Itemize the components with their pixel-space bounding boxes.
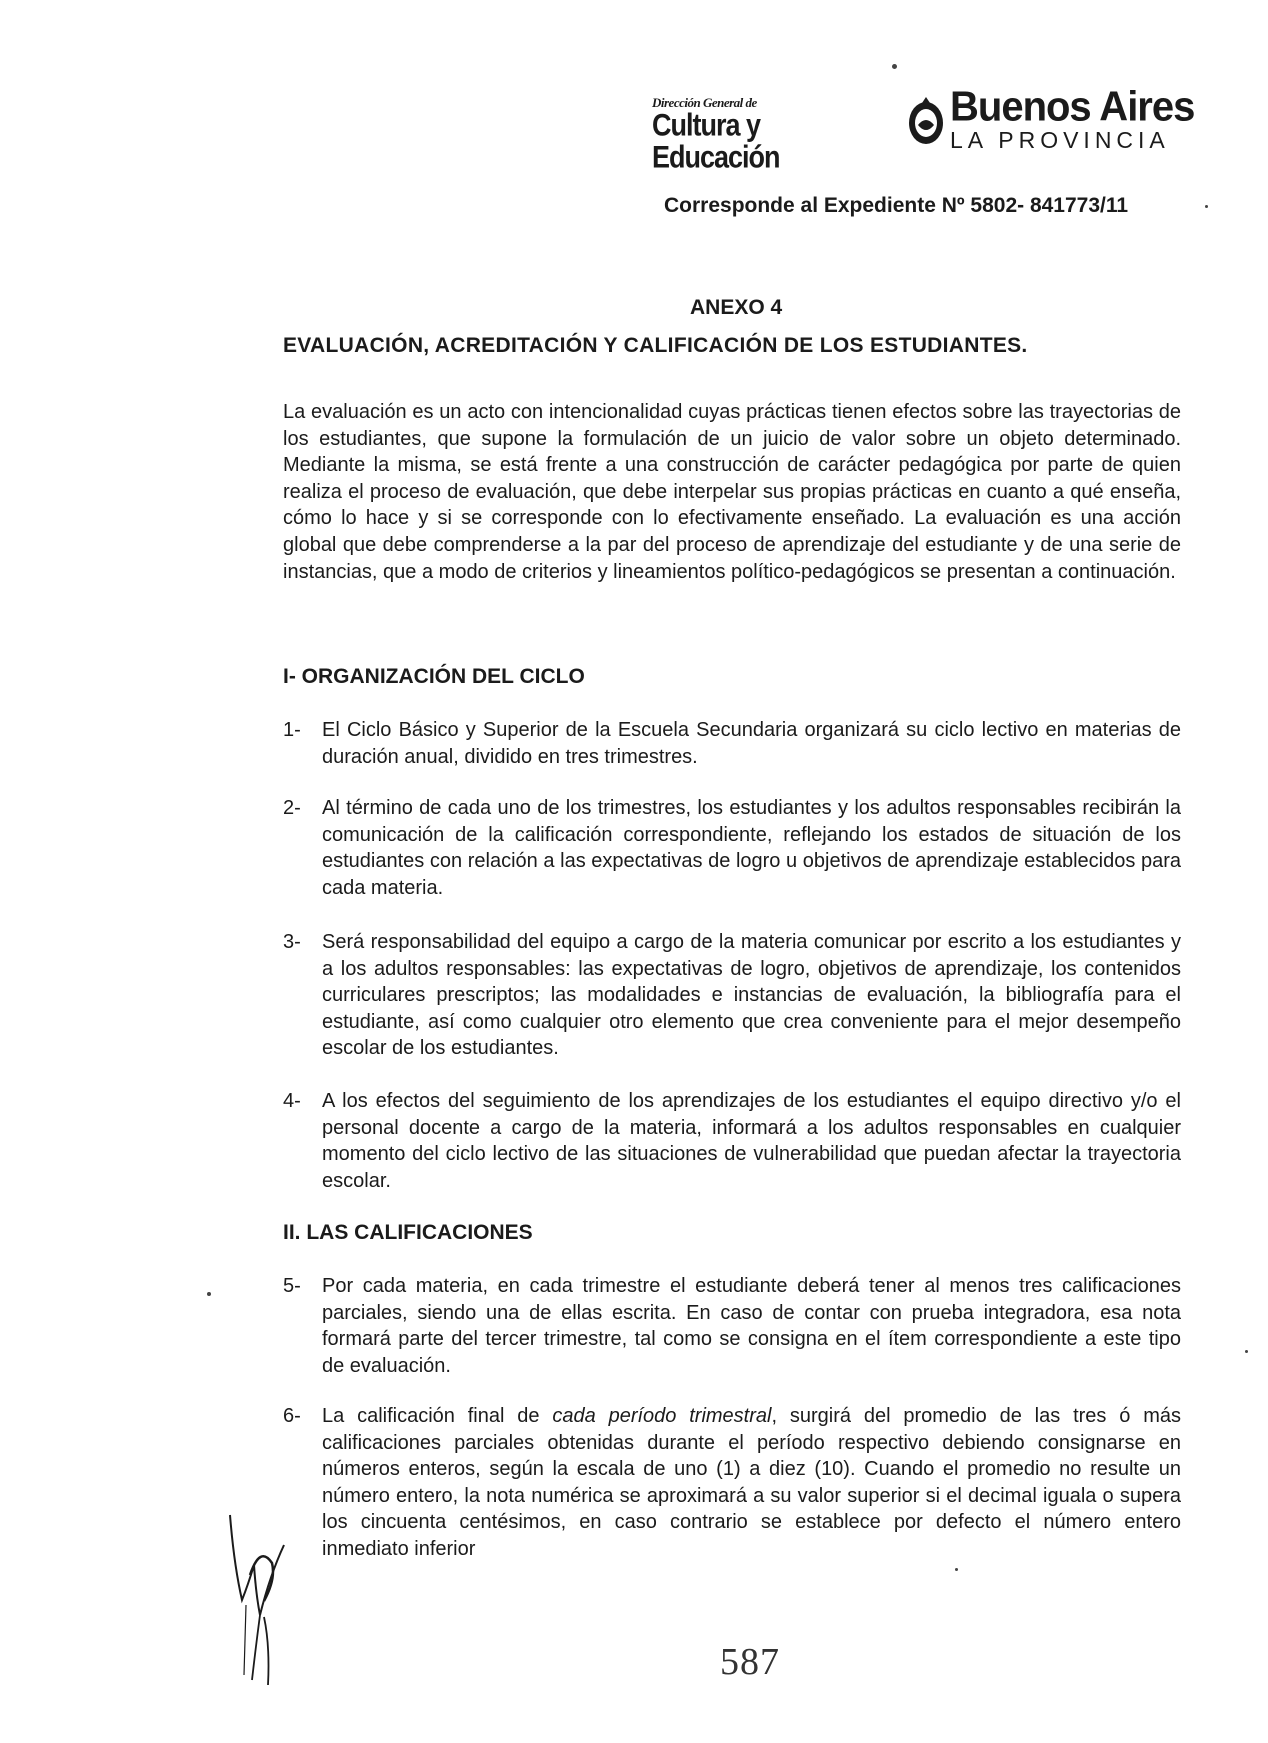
province-logo-sub: LA PROVINCIA: [950, 127, 1170, 153]
scan-speck: [207, 1292, 211, 1296]
item-text: Por cada materia, en cada trimestre el estudiante deberá tener al menos tres calificaciones parciales, siendo una de ellas escrita. En caso de contar con prueba integradora, esa nota formará parte del tercer trimestre, tal como se consigna en el ítem correspondiente a este tipo de evaluación.: [322, 1275, 1181, 1377]
province-logo: [950, 83, 1195, 153]
scan-speck: [955, 1568, 958, 1571]
scan-speck: [1205, 205, 1208, 208]
list-item: [283, 1088, 1181, 1194]
item-number: 6-: [283, 1405, 301, 1427]
list-item: [283, 1273, 1181, 1379]
item-number: 4-: [283, 1090, 301, 1112]
item-text-italic: cada período trimestral: [552, 1405, 772, 1427]
item-text: El Ciclo Básico y Superior de la Escuela Secundaria organizará su ciclo lectivo en materias de duración anual, dividido en tres trimestres.: [322, 719, 1181, 768]
list-item: [283, 795, 1181, 901]
section-heading-calificaciones: II. LAS CALIFICACIONES: [283, 1221, 533, 1244]
annex-subtitle: EVALUACIÓN, ACREDITACIÓN Y CALIFICACIÓN DE LOS ESTUDIANTES.: [283, 334, 1028, 357]
item-number: 3-: [283, 931, 301, 953]
item-text-start: La calificación final de: [322, 1405, 553, 1427]
file-reference: Corresponde al Expediente Nº 5802- 841773/11: [664, 194, 1129, 217]
item-text: A los efectos del seguimiento de los aprendizajes de los estudiantes el equipo directivo y/o el personal docente a cargo de la materia, informará a los adultos responsables en cualquier momento del ciclo lectivo de las situaciones de vulnerabilidad que puedan afectar la trayectoria escolar.: [322, 1090, 1181, 1192]
scan-speck: [892, 64, 897, 69]
province-logo-name: Buenos Aires: [950, 83, 1195, 131]
scan-speck: [1245, 1350, 1248, 1353]
page-number: 587: [720, 1641, 780, 1683]
province-seal-icon: [906, 95, 946, 147]
item-text: Al término de cada uno de los trimestres, los estudiantes y los adultos responsables recibirán la comunicación de la calificación correspondiente, reflejando los estados de situación de los estudiantes con relación a las expectativas de logro u objetivos de aprendizaje establecidos para cada materia.: [322, 797, 1181, 899]
item-text: [322, 1403, 1181, 1563]
item-number: 2-: [283, 797, 301, 819]
item-number: 1-: [283, 719, 301, 741]
item-text: Será responsabilidad del equipo a cargo de la materia comunicar por escrito a los estudiantes y a los adultos responsables: las expectativas de logro, objetivos de aprendizaje, los contenidos curriculares prescriptos; las modalidades e instancias de evaluación, la bibliografía para el estudiante, así como cualquier otro elemento que crea conveniente para el mejor desempeño escolar de los estudiantes.: [322, 931, 1181, 1060]
list-item: [283, 717, 1181, 770]
section-heading-organizacion: I- ORGANIZACIÓN DEL CICLO: [283, 665, 585, 688]
handwritten-signature: [220, 1505, 310, 1690]
ministry-logo-small-text: Dirección General de: [652, 95, 757, 110]
list-item: [283, 1403, 1181, 1563]
item-text-end: , surgirá del promedio de las tres ó más calificaciones parciales obtenidas durante el período respectivo debiendo consignarse en números enteros, según la escala de uno (1) a diez (10). Cuando el promedio no resulte un número entero, la nota numérica se aproximará a su valor superior si el decimal iguala o supera los cincuenta centésimos, en caso contrario se establece por defecto el número entero inmediato inferior: [322, 1405, 1181, 1560]
ministry-logo: [652, 95, 892, 175]
list-item: [283, 929, 1181, 1062]
item-number: 5-: [283, 1275, 301, 1297]
annex-title: ANEXO 4: [690, 296, 783, 319]
ministry-logo-big-text: Cultura y Educación: [652, 107, 780, 175]
intro-paragraph: La evaluación es un acto con intencionalidad cuyas prácticas tienen efectos sobre las trayectorias de los estudiantes, que supone la formulación de un juicio de valor sobre un objeto determinado. Mediante la misma, se está frente a una construcción de carácter pedagógica por parte de quien realiza el proceso de evaluación, que debe interpelar sus propias prácticas en cuanto a qué enseña, cómo lo hace y si se corresponde con lo efectivamente enseñado. La evaluación es una acción global que debe comprenderse a la par del proceso de aprendizaje del estudiante y de una serie de instancias, que a modo de criterios y lineamientos político-pedagógicos se presentan a continuación.: [283, 401, 1181, 583]
